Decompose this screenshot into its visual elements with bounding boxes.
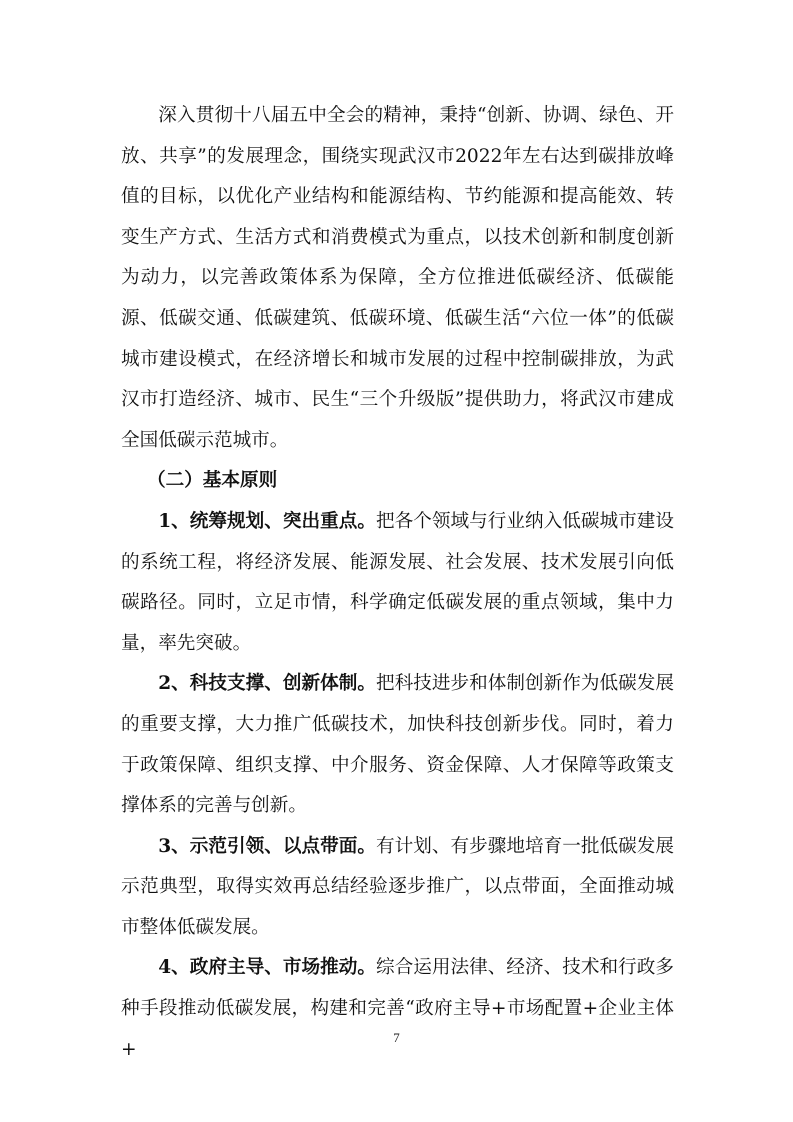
principle-paragraph-3 bbox=[121, 827, 674, 949]
principle-lead-2: 2、科技支撑、创新体制。 bbox=[158, 673, 377, 695]
document-body bbox=[121, 96, 674, 1070]
intro-paragraph: 深入贯彻十八届五中全会的精神，秉持“创新、协调、绿色、开放、共享”的发展理念，围绕实现武汉市2022年左右达到碳排放峰值的目标，以优化产业结构和能源结构、节约能源和提高能效、转变生产方式、生活方式和消费模式为重点，以技术创新和制度创新为动力，以完善政策体系为保障，全方位推进低碳经济、低碳能源、低碳交通、低碳建筑、低碳环境、低碳生活“六位一体”的低碳城市建设模式，在经济增长和城市发展的过程中控制碳排放，为武汉市打造经济、城市、民生“三个升级版”提供助力，将武汉市建成全国低碳示范城市。 bbox=[121, 105, 674, 451]
principle-text-4: 综合运用法律、经济、技术和行政多种手段推动低碳发展，构建和完善“政府主导+市场配置+企业主体+ bbox=[121, 957, 674, 1060]
principle-lead-3: 3、示范引领、以点带面。 bbox=[158, 835, 377, 857]
principle-text-1: 把各个领域与行业纳入低碳城市建设的系统工程，将经济发展、能源发展、社会发展、技术发展引向低碳路径。同时，立足市情，科学确定低碳发展的重点领域，集中力量，率先突破。 bbox=[121, 510, 674, 654]
page-number: 7 bbox=[393, 1030, 400, 1045]
principle-lead-4: 4、政府主导、市场推动。 bbox=[158, 957, 377, 979]
principle-paragraph-1 bbox=[121, 502, 674, 664]
section-heading: （二）基本原则 bbox=[147, 470, 278, 492]
principle-lead-1: 1、统筹规划、突出重点。 bbox=[158, 510, 377, 532]
principle-text-3: 有计划、有步骤地培育一批低碳发展示范典型，取得实效再总结经验逐步推广，以点带面，全面推动城市整体低碳发展。 bbox=[121, 835, 674, 938]
principle-text-2: 把科技进步和体制创新作为低碳发展的重要支撑，大力推广低碳技术，加快科技创新步伐。同时，着力于政策保障、组织支撑、中介服务、资金保障、人才保障等政策支撑体系的完善与创新。 bbox=[121, 673, 674, 817]
principle-paragraph-2 bbox=[121, 664, 674, 826]
principle-paragraph-4 bbox=[121, 948, 674, 1070]
